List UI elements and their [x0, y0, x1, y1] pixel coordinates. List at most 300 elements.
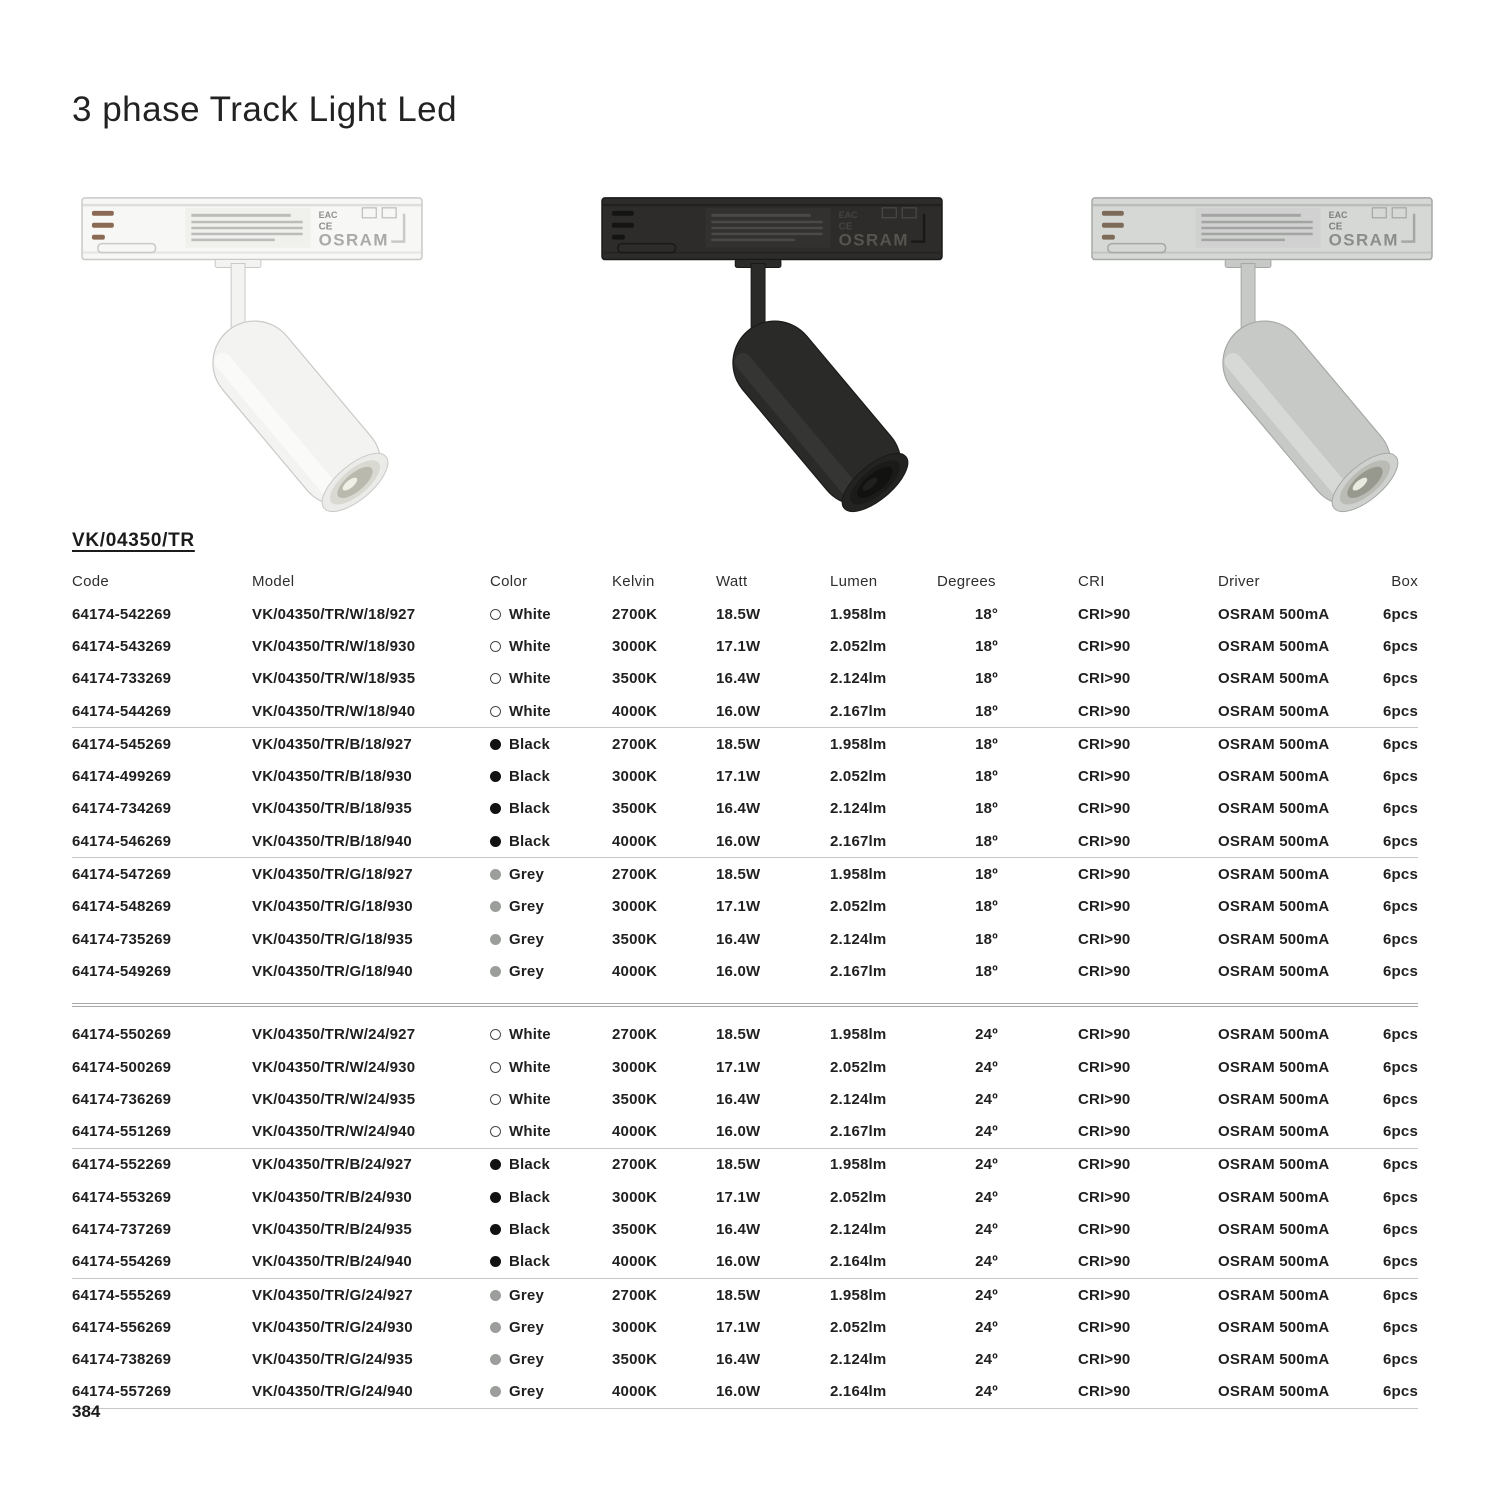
watt-cell: 17.1W	[716, 1318, 761, 1336]
box-cell: 6pcs	[1383, 1026, 1418, 1044]
color-label: White	[509, 1058, 551, 1076]
color-label: Grey	[509, 1286, 544, 1304]
degrees-cell: 18º	[975, 866, 998, 884]
watt-cell: 16.4W	[716, 1220, 761, 1238]
table-row	[72, 760, 1418, 792]
lumen-cell: 2.052lm	[830, 637, 887, 655]
driver-cell: OSRAM 500mA	[1218, 670, 1330, 688]
color-label: Black	[509, 1188, 551, 1206]
color-label: White	[509, 1026, 551, 1044]
box-cell: 6pcs	[1383, 930, 1418, 948]
degrees-cell: 18º	[975, 637, 998, 655]
cri-cell: CRI>90	[1078, 768, 1131, 786]
watt-cell: 17.1W	[716, 637, 761, 655]
column-header-code: Code	[72, 573, 110, 590]
color-cell	[490, 1287, 612, 1304]
box-cell: 6pcs	[1383, 962, 1418, 980]
color-swatch-black	[490, 1224, 501, 1235]
lumen-cell: 1.958lm	[830, 605, 887, 623]
driver-cell: OSRAM 500mA	[1218, 1286, 1330, 1304]
box-cell: 6pcs	[1383, 1123, 1418, 1141]
kelvin-cell: 4000K	[612, 962, 658, 980]
color-cell	[490, 1189, 612, 1206]
product-image-grey-track-light	[1076, 182, 1448, 520]
column-header-model: Model	[252, 573, 295, 590]
driver-cell: OSRAM 500mA	[1218, 1220, 1330, 1238]
color-swatch-black	[490, 1159, 501, 1170]
color-swatch-grey	[490, 934, 501, 945]
watt-cell: 16.0W	[716, 1253, 761, 1271]
degrees-cell: 24º	[975, 1058, 998, 1076]
color-label: Black	[509, 800, 551, 818]
code-cell: 64174-551269	[72, 1123, 172, 1141]
color-cell	[490, 703, 612, 720]
color-swatch-white	[490, 1062, 501, 1073]
table-row	[72, 955, 1418, 987]
table-row	[72, 825, 1418, 857]
watt-cell: 16.4W	[716, 930, 761, 948]
color-swatch-grey	[490, 869, 501, 880]
lumen-cell: 2.052lm	[830, 1318, 887, 1336]
code-cell: 64174-733269	[72, 670, 172, 688]
degrees-cell: 18º	[975, 800, 998, 818]
cri-cell: CRI>90	[1078, 605, 1131, 623]
kelvin-cell: 2700K	[612, 866, 658, 884]
lumen-cell: 2.124lm	[830, 800, 887, 818]
table-row	[72, 1278, 1418, 1311]
watt-cell: 16.0W	[716, 702, 761, 720]
table-row	[72, 1083, 1418, 1115]
kelvin-cell: 3500K	[612, 1220, 658, 1238]
code-cell: 64174-553269	[72, 1188, 172, 1206]
lumen-cell: 2.164lm	[830, 1383, 887, 1401]
color-cell	[490, 931, 612, 948]
cri-cell: CRI>90	[1078, 832, 1131, 850]
model-cell: VK/04350/TR/W/18/935	[252, 670, 416, 688]
box-cell: 6pcs	[1383, 1253, 1418, 1271]
box-cell: 6pcs	[1383, 1351, 1418, 1369]
table-row	[72, 1051, 1418, 1083]
color-swatch-grey	[490, 1386, 501, 1397]
model-cell: VK/04350/TR/G/18/930	[252, 898, 413, 916]
color-swatch-white	[490, 673, 501, 684]
kelvin-cell: 3000K	[612, 768, 658, 786]
lumen-cell: 2.164lm	[830, 1253, 887, 1271]
lumen-cell: 2.124lm	[830, 930, 887, 948]
color-cell	[490, 800, 612, 817]
column-header-lumen: Lumen	[830, 573, 878, 590]
watt-cell: 16.4W	[716, 1351, 761, 1369]
color-label: Grey	[509, 1383, 544, 1401]
degrees-cell: 18º	[975, 898, 998, 916]
cri-cell: CRI>90	[1078, 735, 1131, 753]
watt-cell: 16.4W	[716, 670, 761, 688]
driver-cell: OSRAM 500mA	[1218, 768, 1330, 786]
lumen-cell: 1.958lm	[830, 866, 887, 884]
table-row	[72, 1019, 1418, 1051]
box-cell: 6pcs	[1383, 1188, 1418, 1206]
column-header-cri: CRI	[1078, 573, 1105, 590]
kelvin-cell: 3500K	[612, 930, 658, 948]
color-cell	[490, 1091, 612, 1108]
cri-cell: CRI>90	[1078, 1383, 1131, 1401]
driver-cell: OSRAM 500mA	[1218, 735, 1330, 753]
table-row	[72, 1376, 1418, 1408]
kelvin-cell: 4000K	[612, 702, 658, 720]
column-header-kelvin: Kelvin	[612, 573, 655, 590]
kelvin-cell: 3500K	[612, 670, 658, 688]
code-cell: 64174-547269	[72, 866, 172, 884]
model-cell: VK/04350/TR/W/24/927	[252, 1026, 416, 1044]
model-cell: VK/04350/TR/B/18/930	[252, 768, 412, 786]
box-cell: 6pcs	[1383, 898, 1418, 916]
driver-cell: OSRAM 500mA	[1218, 1123, 1330, 1141]
color-label: Black	[509, 1156, 551, 1174]
cri-cell: CRI>90	[1078, 637, 1131, 655]
table-row	[72, 598, 1418, 630]
code-cell: 64174-550269	[72, 1026, 172, 1044]
box-cell: 6pcs	[1383, 637, 1418, 655]
code-cell: 64174-555269	[72, 1286, 172, 1304]
table-header-row	[72, 565, 1418, 598]
driver-cell: OSRAM 500mA	[1218, 1188, 1330, 1206]
model-cell: VK/04350/TR/W/24/940	[252, 1123, 416, 1141]
kelvin-cell: 3000K	[612, 1188, 658, 1206]
box-cell: 6pcs	[1383, 605, 1418, 623]
column-header-color: Color	[490, 573, 528, 590]
box-cell: 6pcs	[1383, 1286, 1418, 1304]
color-swatch-grey	[490, 966, 501, 977]
code-cell: 64174-499269	[72, 768, 172, 786]
model-cell: VK/04350/TR/B/24/930	[252, 1188, 412, 1206]
cri-cell: CRI>90	[1078, 898, 1131, 916]
model-cell: VK/04350/TR/G/24/935	[252, 1351, 413, 1369]
cri-cell: CRI>90	[1078, 1220, 1131, 1238]
box-cell: 6pcs	[1383, 1058, 1418, 1076]
product-image-white-track-light	[66, 182, 438, 520]
watt-cell: 18.5W	[716, 735, 761, 753]
product-code: VK/04350/TR	[72, 530, 195, 551]
table-row	[72, 1246, 1418, 1278]
model-cell: VK/04350/TR/B/24/935	[252, 1220, 412, 1238]
spec-table	[72, 565, 1418, 1409]
table-row	[72, 1148, 1418, 1181]
model-cell: VK/04350/TR/W/18/927	[252, 605, 416, 623]
box-cell: 6pcs	[1383, 832, 1418, 850]
degrees-cell: 24º	[975, 1026, 998, 1044]
code-cell: 64174-738269	[72, 1351, 172, 1369]
degrees-cell: 24º	[975, 1318, 998, 1336]
lumen-cell: 2.052lm	[830, 1188, 887, 1206]
driver-cell: OSRAM 500mA	[1218, 1156, 1330, 1174]
cri-cell: CRI>90	[1078, 1253, 1131, 1271]
degrees-cell: 18º	[975, 768, 998, 786]
box-cell: 6pcs	[1383, 1383, 1418, 1401]
table-row	[72, 1115, 1418, 1147]
kelvin-cell: 3500K	[612, 1351, 658, 1369]
driver-cell: OSRAM 500mA	[1218, 702, 1330, 720]
degrees-cell: 18º	[975, 962, 998, 980]
color-swatch-white	[490, 1094, 501, 1105]
cri-cell: CRI>90	[1078, 702, 1131, 720]
kelvin-cell: 2700K	[612, 1156, 658, 1174]
watt-cell: 16.0W	[716, 962, 761, 980]
model-cell: VK/04350/TR/G/24/930	[252, 1318, 413, 1336]
cri-cell: CRI>90	[1078, 1123, 1131, 1141]
color-label: White	[509, 605, 551, 623]
model-cell: VK/04350/TR/B/18/940	[252, 832, 412, 850]
color-swatch-grey	[490, 1354, 501, 1365]
color-swatch-black	[490, 739, 501, 750]
box-cell: 6pcs	[1383, 768, 1418, 786]
color-swatch-white	[490, 609, 501, 620]
table-row	[72, 727, 1418, 760]
cri-cell: CRI>90	[1078, 1318, 1131, 1336]
watt-cell: 16.4W	[716, 800, 761, 818]
code-cell: 64174-549269	[72, 962, 172, 980]
kelvin-cell: 4000K	[612, 1123, 658, 1141]
box-cell: 6pcs	[1383, 735, 1418, 753]
cri-cell: CRI>90	[1078, 1058, 1131, 1076]
code-cell: 64174-736269	[72, 1090, 172, 1108]
lumen-cell: 2.167lm	[830, 702, 887, 720]
cri-cell: CRI>90	[1078, 1156, 1131, 1174]
cri-cell: CRI>90	[1078, 670, 1131, 688]
table-row	[72, 630, 1418, 662]
kelvin-cell: 3500K	[612, 1090, 658, 1108]
color-label: Black	[509, 768, 551, 786]
kelvin-cell: 3500K	[612, 800, 658, 818]
lumen-cell: 1.958lm	[830, 1286, 887, 1304]
osram-logo: OSRAM	[1328, 230, 1399, 250]
kelvin-cell: 4000K	[612, 1253, 658, 1271]
color-cell	[490, 1383, 612, 1400]
color-cell	[490, 866, 612, 883]
lumen-cell: 2.052lm	[830, 898, 887, 916]
cri-cell: CRI>90	[1078, 1286, 1131, 1304]
table-row	[72, 1181, 1418, 1213]
model-cell: VK/04350/TR/G/24/940	[252, 1383, 413, 1401]
color-swatch-white	[490, 706, 501, 717]
degrees-cell: 24º	[975, 1351, 998, 1369]
code-cell: 64174-557269	[72, 1383, 172, 1401]
driver-cell: OSRAM 500mA	[1218, 962, 1330, 980]
code-cell: 64174-737269	[72, 1220, 172, 1238]
column-header-box: Box	[1391, 573, 1418, 590]
driver-cell: OSRAM 500mA	[1218, 1383, 1330, 1401]
osram-logo: OSRAM	[838, 230, 909, 250]
color-swatch-black	[490, 836, 501, 847]
degrees-cell: 18º	[975, 930, 998, 948]
degrees-cell: 18°	[974, 605, 999, 623]
model-cell: VK/04350/TR/W/18/940	[252, 702, 416, 720]
lumen-cell: 2.167lm	[830, 1123, 887, 1141]
box-cell: 6pcs	[1383, 1156, 1418, 1174]
color-cell	[490, 963, 612, 980]
lumen-cell: 2.124lm	[830, 670, 887, 688]
color-label: White	[509, 1090, 551, 1108]
box-cell: 6pcs	[1383, 1220, 1418, 1238]
kelvin-cell: 3000K	[612, 637, 658, 655]
cri-cell: CRI>90	[1078, 1351, 1131, 1369]
color-label: Black	[509, 1220, 551, 1238]
lumen-cell: 2.052lm	[830, 768, 887, 786]
model-cell: VK/04350/TR/B/18/927	[252, 735, 412, 753]
table-row	[72, 857, 1418, 890]
color-cell	[490, 1026, 612, 1043]
lumen-cell: 2.167lm	[830, 962, 887, 980]
color-label: Grey	[509, 1318, 544, 1336]
lumen-cell: 2.124lm	[830, 1220, 887, 1238]
ce-mark: CE	[838, 221, 853, 233]
watt-cell: 17.1W	[716, 1058, 761, 1076]
table-row	[72, 891, 1418, 923]
table-row	[72, 1344, 1418, 1376]
driver-cell: OSRAM 500mA	[1218, 1058, 1330, 1076]
color-label: White	[509, 670, 551, 688]
ce-mark: CE	[1328, 221, 1343, 233]
kelvin-cell: 2700K	[612, 735, 658, 753]
table-row	[72, 695, 1418, 727]
watt-cell: 17.1W	[716, 1188, 761, 1206]
degrees-cell: 24º	[975, 1220, 998, 1238]
model-cell: VK/04350/TR/W/24/930	[252, 1058, 416, 1076]
color-cell	[490, 638, 612, 655]
eac-mark: EAC	[838, 209, 858, 220]
model-cell: VK/04350/TR/W/18/930	[252, 637, 416, 655]
color-cell	[490, 1059, 612, 1076]
color-cell	[490, 1156, 612, 1173]
table-row	[72, 1213, 1418, 1245]
lumen-cell: 2.124lm	[830, 1351, 887, 1369]
driver-cell: OSRAM 500mA	[1218, 866, 1330, 884]
color-swatch-black	[490, 771, 501, 782]
cri-cell: CRI>90	[1078, 1090, 1131, 1108]
box-cell: 6pcs	[1383, 800, 1418, 818]
table-row	[72, 1311, 1418, 1343]
kelvin-cell: 3000K	[612, 898, 658, 916]
driver-cell: OSRAM 500mA	[1218, 1351, 1330, 1369]
model-cell: VK/04350/TR/G/24/927	[252, 1286, 413, 1304]
code-cell: 64174-552269	[72, 1156, 172, 1174]
color-label: Black	[509, 832, 551, 850]
watt-cell: 17.1W	[716, 768, 761, 786]
product-image-black-track-light	[586, 182, 958, 520]
watt-cell: 18.5W	[716, 1026, 761, 1044]
kelvin-cell: 3000K	[612, 1058, 658, 1076]
color-cell	[490, 670, 612, 687]
code-cell: 64174-544269	[72, 702, 172, 720]
column-header-driver: Driver	[1218, 573, 1260, 590]
lumen-cell: 1.958lm	[830, 735, 887, 753]
watt-cell: 16.0W	[716, 832, 761, 850]
watt-cell: 16.0W	[716, 1123, 761, 1141]
color-swatch-grey	[490, 1290, 501, 1301]
color-swatch-black	[490, 1192, 501, 1203]
driver-cell: OSRAM 500mA	[1218, 898, 1330, 916]
model-cell: VK/04350/TR/B/18/935	[252, 800, 412, 818]
color-label: White	[509, 1123, 551, 1141]
color-label: Grey	[509, 866, 544, 884]
code-cell: 64174-734269	[72, 800, 172, 818]
lumen-cell: 2.052lm	[830, 1058, 887, 1076]
cri-cell: CRI>90	[1078, 866, 1131, 884]
model-cell: VK/04350/TR/W/24/935	[252, 1090, 416, 1108]
kelvin-cell: 4000K	[612, 1383, 658, 1401]
eac-mark: EAC	[318, 209, 338, 220]
code-cell: 64174-545269	[72, 735, 172, 753]
color-label: Black	[509, 1253, 551, 1271]
driver-cell: OSRAM 500mA	[1218, 637, 1330, 655]
page-title: 3 phase Track Light Led	[72, 90, 458, 129]
code-cell: 64174-735269	[72, 930, 172, 948]
color-cell	[490, 898, 612, 915]
watt-cell: 16.0W	[716, 1383, 761, 1401]
box-cell: 6pcs	[1383, 1090, 1418, 1108]
degrees-cell: 18º	[975, 702, 998, 720]
ce-mark: CE	[318, 221, 333, 233]
box-cell: 6pcs	[1383, 702, 1418, 720]
color-cell	[490, 1221, 612, 1238]
watt-cell: 17.1W	[716, 898, 761, 916]
kelvin-cell: 2700K	[612, 1026, 658, 1044]
osram-logo: OSRAM	[318, 230, 389, 250]
cri-cell: CRI>90	[1078, 930, 1131, 948]
driver-cell: OSRAM 500mA	[1218, 800, 1330, 818]
degrees-cell: 24º	[975, 1123, 998, 1141]
degrees-cell: 18º	[975, 832, 998, 850]
color-cell	[490, 833, 612, 850]
model-cell: VK/04350/TR/B/24/940	[252, 1253, 412, 1271]
table-row	[72, 663, 1418, 695]
color-label: Grey	[509, 898, 544, 916]
color-cell	[490, 606, 612, 623]
color-cell	[490, 1253, 612, 1270]
color-label: White	[509, 637, 551, 655]
model-cell: VK/04350/TR/G/18/927	[252, 866, 413, 884]
watt-cell: 18.5W	[716, 866, 761, 884]
color-cell	[490, 1123, 612, 1140]
kelvin-cell: 2700K	[612, 605, 658, 623]
box-cell: 6pcs	[1383, 670, 1418, 688]
color-label: White	[509, 702, 551, 720]
color-cell	[490, 1351, 612, 1368]
color-swatch-white	[490, 1126, 501, 1137]
lumen-cell: 2.167lm	[830, 832, 887, 850]
driver-cell: OSRAM 500mA	[1218, 605, 1330, 623]
cri-cell: CRI>90	[1078, 800, 1131, 818]
driver-cell: OSRAM 500mA	[1218, 930, 1330, 948]
color-swatch-white	[490, 641, 501, 652]
column-header-degrees: Degrees	[937, 573, 996, 590]
code-cell: 64174-542269	[72, 605, 172, 623]
degrees-cell: 18º	[975, 670, 998, 688]
eac-mark: EAC	[1328, 209, 1348, 220]
watt-cell: 16.4W	[716, 1090, 761, 1108]
degrees-cell: 24º	[975, 1156, 998, 1174]
color-label: Grey	[509, 962, 544, 980]
degrees-cell: 24º	[975, 1253, 998, 1271]
color-swatch-white	[490, 1029, 501, 1040]
cri-cell: CRI>90	[1078, 1188, 1131, 1206]
lumen-cell: 1.958lm	[830, 1026, 887, 1044]
table-row	[72, 923, 1418, 955]
table-row	[72, 793, 1418, 825]
watt-cell: 18.5W	[716, 605, 761, 623]
color-cell	[490, 768, 612, 785]
driver-cell: OSRAM 500mA	[1218, 1026, 1330, 1044]
page-number: 384	[72, 1402, 101, 1421]
